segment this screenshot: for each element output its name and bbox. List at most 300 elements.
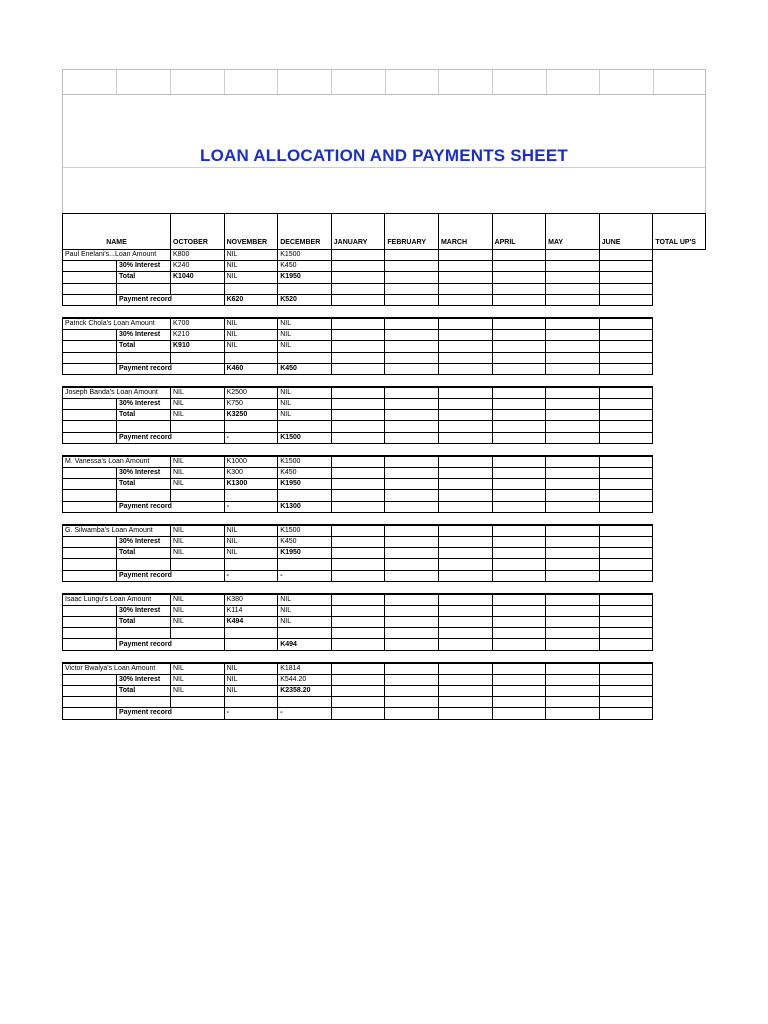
empty-cell[interactable] [546,330,600,341]
empty-cell[interactable] [385,628,439,639]
loan-cell[interactable]: K800 [171,250,225,261]
total-cell[interactable]: K3250 [224,410,278,421]
interest-cell[interactable]: K210 [171,330,225,341]
total-cell[interactable]: NIL [224,272,278,283]
empty-cell[interactable] [171,490,225,501]
empty-cell[interactable] [331,501,385,512]
loan-cell[interactable]: K2500 [224,387,278,399]
empty-cell[interactable] [492,605,546,616]
empty-cell[interactable] [438,352,492,363]
loan-cell[interactable]: K1500 [278,525,332,537]
empty-cell[interactable] [331,456,385,468]
empty-cell[interactable] [438,261,492,272]
empty-cell[interactable] [546,501,600,512]
empty-cell[interactable] [438,250,492,261]
empty-cell[interactable] [599,639,653,650]
empty-cell[interactable] [63,272,117,283]
empty-cell[interactable] [278,559,332,570]
empty-cell[interactable] [438,399,492,410]
borrower-name[interactable]: Isaac Lungu's Loan Amount [63,594,171,606]
empty-cell[interactable] [546,250,600,261]
empty-cell[interactable] [599,261,653,272]
empty-cell[interactable] [438,663,492,675]
loan-cell[interactable]: K1000 [224,456,278,468]
empty-cell[interactable] [171,697,225,708]
empty-cell[interactable] [438,341,492,352]
interest-cell[interactable]: K240 [171,261,225,272]
interest-cell[interactable]: NIL [171,399,225,410]
payment-cell[interactable]: K460 [224,363,278,374]
empty-cell[interactable] [492,708,546,719]
empty-cell[interactable] [492,525,546,537]
empty-cell[interactable] [331,399,385,410]
interest-cell[interactable]: NIL [224,674,278,685]
empty-cell[interactable] [546,272,600,283]
empty-cell[interactable] [331,559,385,570]
empty-cell[interactable] [599,352,653,363]
total-cell[interactable]: NIL [278,410,332,421]
payment-cell[interactable]: - [224,570,278,581]
empty-cell[interactable] [599,697,653,708]
empty-cell[interactable] [599,628,653,639]
empty-cell[interactable] [385,363,439,374]
empty-cell[interactable] [438,559,492,570]
empty-cell[interactable] [492,421,546,432]
total-cell[interactable]: NIL [224,548,278,559]
empty-cell[interactable] [63,697,117,708]
total-cell[interactable]: NIL [171,410,225,421]
empty-cell[interactable] [331,628,385,639]
total-cell[interactable]: NIL [224,686,278,697]
empty-cell[interactable] [438,272,492,283]
loan-cell[interactable]: K700 [171,318,225,330]
empty-cell[interactable] [492,617,546,628]
empty-cell[interactable] [331,570,385,581]
empty-cell[interactable] [63,432,117,443]
empty-cell[interactable] [492,570,546,581]
empty-cell[interactable] [224,421,278,432]
empty-cell[interactable] [438,674,492,685]
empty-cell[interactable] [331,468,385,479]
empty-cell[interactable] [599,387,653,399]
empty-cell[interactable] [331,330,385,341]
interest-cell[interactable]: NIL [171,536,225,547]
empty-cell[interactable] [599,330,653,341]
empty-cell[interactable] [546,628,600,639]
total-cell[interactable]: K1950 [278,479,332,490]
empty-cell[interactable] [331,283,385,294]
empty-cell[interactable] [385,250,439,261]
borrower-name[interactable]: G. Silwamba's Loan Amount [63,525,171,537]
total-cell[interactable]: NIL [171,479,225,490]
empty-cell[interactable] [224,352,278,363]
empty-cell[interactable] [492,594,546,606]
empty-cell[interactable] [492,432,546,443]
empty-cell[interactable] [331,432,385,443]
empty-cell[interactable] [492,674,546,685]
borrower-name[interactable]: Joseph Banda's Loan Amount [63,387,171,399]
empty-cell[interactable] [278,697,332,708]
empty-cell[interactable] [438,479,492,490]
empty-cell[interactable] [438,617,492,628]
empty-cell[interactable] [224,559,278,570]
empty-cell[interactable] [385,548,439,559]
empty-cell[interactable] [63,708,117,719]
empty-cell[interactable] [492,548,546,559]
empty-cell[interactable] [385,663,439,675]
empty-cell[interactable] [438,294,492,305]
empty-cell[interactable] [331,294,385,305]
interest-cell[interactable]: K450 [278,468,332,479]
interest-cell[interactable]: NIL [171,605,225,616]
empty-cell[interactable] [438,283,492,294]
empty-cell[interactable] [599,399,653,410]
empty-cell[interactable] [385,639,439,650]
empty-cell[interactable] [492,330,546,341]
empty-cell[interactable] [546,261,600,272]
empty-cell[interactable] [546,399,600,410]
empty-cell[interactable] [63,294,117,305]
empty-cell[interactable] [331,708,385,719]
total-cell[interactable]: NIL [171,686,225,697]
empty-cell[interactable] [492,490,546,501]
empty-cell[interactable] [63,468,117,479]
empty-cell[interactable] [599,456,653,468]
empty-cell[interactable] [385,341,439,352]
empty-cell[interactable] [385,490,439,501]
loan-cell[interactable]: NIL [171,525,225,537]
empty-cell[interactable] [63,341,117,352]
empty-cell[interactable] [599,490,653,501]
payment-cell[interactable]: K620 [224,294,278,305]
empty-cell[interactable] [438,468,492,479]
empty-cell[interactable] [546,594,600,606]
empty-cell[interactable] [546,605,600,616]
empty-cell[interactable] [331,536,385,547]
empty-cell[interactable] [599,594,653,606]
empty-cell[interactable] [438,432,492,443]
empty-cell[interactable] [385,536,439,547]
total-cell[interactable]: NIL [278,617,332,628]
empty-cell[interactable] [492,261,546,272]
loan-cell[interactable]: K1500 [278,456,332,468]
empty-cell[interactable] [385,594,439,606]
empty-cell[interactable] [117,628,171,639]
empty-cell[interactable] [331,686,385,697]
empty-cell[interactable] [331,421,385,432]
empty-cell[interactable] [385,479,439,490]
empty-cell[interactable] [331,617,385,628]
empty-cell[interactable] [438,363,492,374]
empty-cell[interactable] [438,387,492,399]
empty-cell[interactable] [385,421,439,432]
empty-cell[interactable] [438,330,492,341]
empty-cell[interactable] [331,387,385,399]
empty-cell[interactable] [331,352,385,363]
empty-cell[interactable] [385,525,439,537]
interest-cell[interactable]: NIL [224,536,278,547]
empty-cell[interactable] [546,363,600,374]
empty-cell[interactable] [492,663,546,675]
empty-cell[interactable] [492,468,546,479]
empty-cell[interactable] [438,628,492,639]
empty-cell[interactable] [331,663,385,675]
empty-cell[interactable] [546,674,600,685]
interest-cell[interactable]: NIL [278,605,332,616]
empty-cell[interactable] [546,536,600,547]
loan-cell[interactable]: NIL [171,663,225,675]
loan-cell[interactable]: K1500 [278,250,332,261]
empty-cell[interactable] [63,352,117,363]
empty-cell[interactable] [492,250,546,261]
payment-cell[interactable]: - [224,501,278,512]
empty-cell[interactable] [331,363,385,374]
empty-cell[interactable] [278,628,332,639]
empty-cell[interactable] [331,674,385,685]
empty-cell[interactable] [546,548,600,559]
empty-cell[interactable] [63,686,117,697]
empty-cell[interactable] [546,479,600,490]
empty-cell[interactable] [63,363,117,374]
empty-cell[interactable] [599,294,653,305]
empty-cell[interactable] [546,341,600,352]
loan-cell[interactable]: NIL [278,594,332,606]
empty-cell[interactable] [546,468,600,479]
empty-cell[interactable] [224,490,278,501]
empty-cell[interactable] [438,421,492,432]
empty-cell[interactable] [438,570,492,581]
empty-cell[interactable] [599,686,653,697]
empty-cell[interactable] [492,283,546,294]
loan-cell[interactable]: NIL [278,387,332,399]
payment-cell[interactable]: K1500 [278,432,332,443]
empty-cell[interactable] [331,341,385,352]
total-cell[interactable]: K910 [171,341,225,352]
empty-cell[interactable] [492,363,546,374]
empty-cell[interactable] [224,628,278,639]
interest-cell[interactable]: K450 [278,261,332,272]
empty-cell[interactable] [331,250,385,261]
empty-cell[interactable] [117,490,171,501]
empty-cell[interactable] [438,605,492,616]
empty-cell[interactable] [492,697,546,708]
empty-cell[interactable] [63,674,117,685]
empty-cell[interactable] [492,639,546,650]
payment-cell[interactable]: - [224,432,278,443]
empty-cell[interactable] [63,421,117,432]
empty-cell[interactable] [331,525,385,537]
loan-cell[interactable]: NIL [171,456,225,468]
empty-cell[interactable] [492,294,546,305]
total-cell[interactable]: K1300 [224,479,278,490]
loan-cell[interactable]: NIL [171,387,225,399]
empty-cell[interactable] [278,283,332,294]
empty-cell[interactable] [599,525,653,537]
empty-cell[interactable] [224,697,278,708]
payment-cell[interactable]: K1300 [278,501,332,512]
interest-cell[interactable]: NIL [171,674,225,685]
empty-cell[interactable] [546,686,600,697]
empty-cell[interactable] [546,697,600,708]
empty-cell[interactable] [438,410,492,421]
borrower-name[interactable]: Paul Enelani's...Loan Amount [63,250,171,261]
empty-cell[interactable] [546,525,600,537]
empty-cell[interactable] [546,490,600,501]
empty-cell[interactable] [599,283,653,294]
empty-cell[interactable] [63,261,117,272]
empty-cell[interactable] [599,250,653,261]
interest-cell[interactable]: NIL [278,330,332,341]
empty-cell[interactable] [385,570,439,581]
empty-cell[interactable] [331,272,385,283]
empty-cell[interactable] [171,352,225,363]
empty-cell[interactable] [438,490,492,501]
empty-cell[interactable] [546,639,600,650]
empty-cell[interactable] [546,456,600,468]
loan-cell[interactable]: NIL [224,663,278,675]
empty-cell[interactable] [63,399,117,410]
empty-cell[interactable] [492,272,546,283]
empty-cell[interactable] [117,697,171,708]
empty-cell[interactable] [117,559,171,570]
empty-cell[interactable] [492,501,546,512]
empty-cell[interactable] [171,421,225,432]
empty-cell[interactable] [438,548,492,559]
empty-cell[interactable] [438,708,492,719]
interest-cell[interactable]: K544.20 [278,674,332,685]
empty-cell[interactable] [546,283,600,294]
empty-cell[interactable] [63,410,117,421]
empty-cell[interactable] [278,352,332,363]
empty-cell[interactable] [385,387,439,399]
empty-cell[interactable] [492,399,546,410]
interest-cell[interactable]: K300 [224,468,278,479]
empty-cell[interactable] [546,570,600,581]
loan-cell[interactable]: NIL [224,318,278,330]
empty-cell[interactable] [63,548,117,559]
empty-cell[interactable] [492,341,546,352]
empty-cell[interactable] [63,490,117,501]
empty-cell[interactable] [385,318,439,330]
total-cell[interactable]: NIL [224,341,278,352]
empty-cell[interactable] [385,432,439,443]
total-cell[interactable]: K1950 [278,272,332,283]
empty-cell[interactable] [385,674,439,685]
empty-cell[interactable] [599,501,653,512]
empty-cell[interactable] [546,421,600,432]
interest-cell[interactable]: NIL [278,399,332,410]
empty-cell[interactable] [63,617,117,628]
payment-cell[interactable]: - [278,708,332,719]
empty-cell[interactable] [438,594,492,606]
empty-cell[interactable] [63,628,117,639]
empty-cell[interactable] [599,548,653,559]
empty-cell[interactable] [599,605,653,616]
interest-cell[interactable]: K750 [224,399,278,410]
empty-cell[interactable] [599,479,653,490]
total-cell[interactable]: K2358.20 [278,686,332,697]
empty-cell[interactable] [546,387,600,399]
empty-cell[interactable] [599,674,653,685]
total-cell[interactable]: K494 [224,617,278,628]
empty-cell[interactable] [492,686,546,697]
empty-cell[interactable] [331,490,385,501]
empty-cell[interactable] [438,525,492,537]
interest-cell[interactable]: NIL [171,468,225,479]
empty-cell[interactable] [385,410,439,421]
empty-cell[interactable] [331,594,385,606]
empty-cell[interactable] [278,490,332,501]
empty-cell[interactable] [492,628,546,639]
loan-cell[interactable]: K380 [224,594,278,606]
empty-cell[interactable] [438,697,492,708]
empty-cell[interactable] [385,501,439,512]
empty-cell[interactable] [63,283,117,294]
empty-cell[interactable] [385,456,439,468]
empty-cell[interactable] [599,318,653,330]
empty-cell[interactable] [546,617,600,628]
empty-cell[interactable] [599,421,653,432]
empty-cell[interactable] [385,261,439,272]
loan-cell[interactable]: NIL [171,594,225,606]
empty-cell[interactable] [438,456,492,468]
interest-cell[interactable]: K450 [278,536,332,547]
empty-cell[interactable] [224,283,278,294]
empty-cell[interactable] [438,639,492,650]
empty-cell[interactable] [546,318,600,330]
empty-cell[interactable] [385,352,439,363]
payment-cell[interactable]: K520 [278,294,332,305]
empty-cell[interactable] [171,559,225,570]
empty-cell[interactable] [278,421,332,432]
empty-cell[interactable] [331,410,385,421]
total-cell[interactable]: NIL [171,548,225,559]
empty-cell[interactable] [63,570,117,581]
empty-cell[interactable] [63,536,117,547]
empty-cell[interactable] [546,410,600,421]
empty-cell[interactable] [599,341,653,352]
borrower-name[interactable]: Patrick Chola's Loan Amount [63,318,171,330]
empty-cell[interactable] [63,479,117,490]
empty-cell[interactable] [546,708,600,719]
empty-cell[interactable] [438,501,492,512]
borrower-name[interactable]: M. Vanessa's Loan Amount [63,456,171,468]
empty-cell[interactable] [599,468,653,479]
empty-cell[interactable] [385,272,439,283]
total-cell[interactable]: K1040 [171,272,225,283]
empty-cell[interactable] [331,479,385,490]
empty-cell[interactable] [438,686,492,697]
empty-cell[interactable] [331,697,385,708]
empty-cell[interactable] [331,639,385,650]
empty-cell[interactable] [117,352,171,363]
payment-cell[interactable]: - [278,570,332,581]
empty-cell[interactable] [385,399,439,410]
empty-cell[interactable] [599,559,653,570]
empty-cell[interactable] [331,605,385,616]
empty-cell[interactable] [546,559,600,570]
empty-cell[interactable] [385,330,439,341]
empty-cell[interactable] [331,318,385,330]
payment-cell[interactable]: K450 [278,363,332,374]
interest-cell[interactable]: K114 [224,605,278,616]
empty-cell[interactable] [599,272,653,283]
empty-cell[interactable] [599,432,653,443]
empty-cell[interactable] [492,536,546,547]
empty-cell[interactable] [331,548,385,559]
empty-cell[interactable] [546,294,600,305]
empty-cell[interactable] [63,501,117,512]
